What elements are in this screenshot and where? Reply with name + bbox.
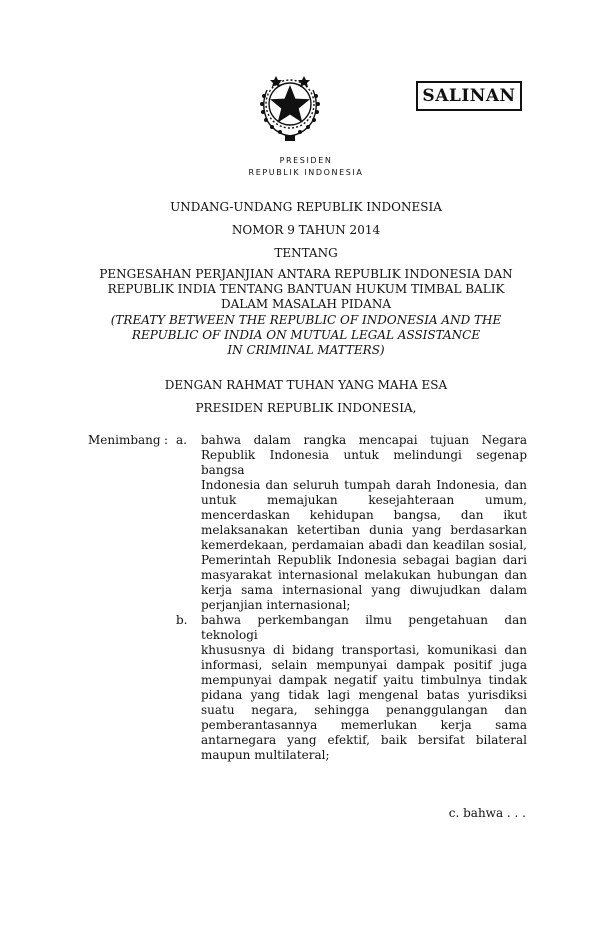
item-marker-a: a. [176, 433, 187, 447]
paragraph-line: melaksanakan ketertiban dunia yang berdasarkan [201, 523, 527, 537]
paragraph-line: mencerdaskan kehidupan bangsa, dan ikut [201, 508, 527, 522]
paragraph-line: pidana yang tidak lagi mengenal batas yurisdiksi [201, 688, 527, 702]
paragraph-line: mempunyai dampak negatif yaitu timbulnya tindak [201, 673, 527, 687]
law-number: NOMOR 9 TAHUN 2014 [231, 223, 381, 237]
paragraph-line: bahwa dalam rangka mencapai tujuan Negara [201, 433, 527, 447]
continuation-text: c. bahwa . . . [448, 806, 526, 820]
preamble-blessing: DENGAN RAHMAT TUHAN YANG MAHA ESA [164, 378, 448, 392]
garuda-star-emblem-icon [254, 68, 326, 144]
paragraph-line: masyarakat internasional melakukan hubungan dan [201, 568, 527, 582]
english-title-line: IN CRIMINAL MATTERS) [227, 343, 385, 357]
paragraph-line: Pemerintah Republik Indonesia sebagai bagian dari [201, 553, 527, 567]
paragraph-line: bahwa perkembangan ilmu pengetahuan dan teknologi [201, 613, 527, 642]
english-title-line: (TREATY BETWEEN THE REPUBLIC OF INDONESIA AND THE [110, 313, 502, 327]
considering-label: Menimbang [88, 433, 161, 447]
subject-line: PENGESAHAN PERJANJIAN ANTARA REPUBLIK INDONESIA DAN [99, 267, 513, 281]
paragraph-line: Indonesia dan seluruh tumpah darah Indonesia, dan [201, 478, 527, 492]
header-presiden: PRESIDEN [279, 156, 333, 165]
paragraph-line: kerja sama internasional yang diwujudkan dalam [201, 583, 527, 597]
paragraph-line: khususnya di bidang transportasi, komunikasi dan [201, 643, 527, 657]
english-title-line: REPUBLIC OF INDIA ON MUTUAL LEGAL ASSISTANCE [131, 328, 481, 342]
considering-colon: : [164, 433, 169, 447]
salinan-stamp: SALINAN [416, 81, 522, 111]
item-marker-b: b. [176, 613, 188, 627]
considering-item-b [201, 613, 527, 763]
paragraph-line: suatu negara, sehingga penanggulangan dan [201, 703, 527, 717]
preamble-president: PRESIDEN REPUBLIK INDONESIA, [195, 401, 417, 415]
paragraph-line: informasi, selain mempunyai dampak positif juga [201, 658, 527, 672]
paragraph-line: antarnegara yang efektif, baik bersifat bilateral [201, 733, 527, 747]
paragraph-line: kemerdekaan, perdamaian abadi dan keadilan sosial, [201, 538, 527, 552]
paragraph-line: pemberantasannya memerlukan kerja sama [201, 718, 527, 732]
law-title: UNDANG-UNDANG REPUBLIK INDONESIA [170, 200, 442, 214]
paragraph-line: untuk memajukan kesejahteraan umum, [201, 493, 527, 507]
paragraph-line: perjanjian internasional; [201, 598, 351, 612]
subject-line: DALAM MASALAH PIDANA [220, 297, 392, 311]
considering-item-a [201, 433, 527, 613]
header-republik: REPUBLIK INDONESIA [248, 168, 364, 177]
paragraph-line: maupun multilateral; [201, 748, 330, 762]
law-about: TENTANG [274, 246, 338, 260]
paragraph-line: Republik Indonesia untuk melindungi segenap bangsa [201, 448, 527, 477]
subject-line: REPUBLIK INDIA TENTANG BANTUAN HUKUM TIMBAL BALIK [107, 282, 505, 296]
